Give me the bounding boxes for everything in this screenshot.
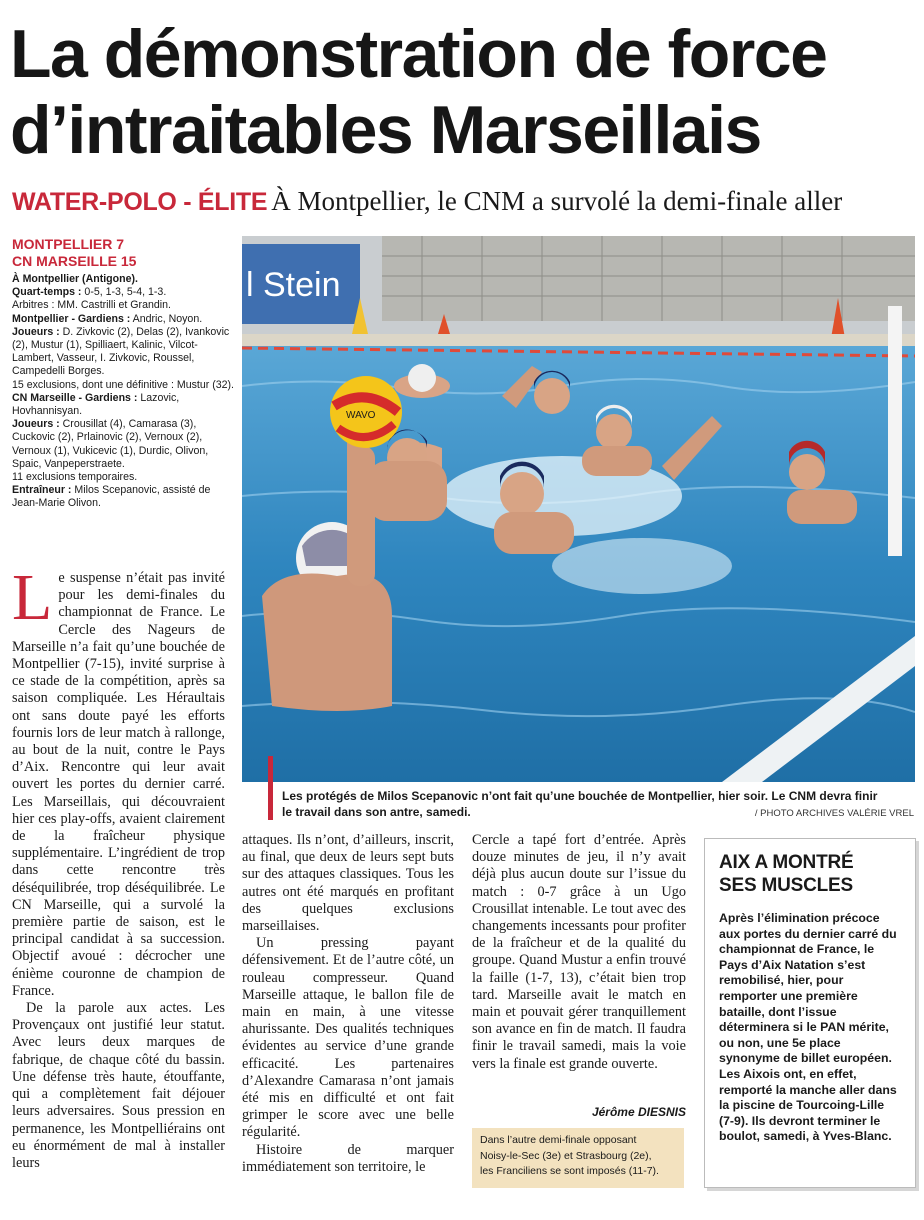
caption-accent-bar bbox=[268, 756, 273, 820]
mtp-exclusions: 15 exclusions, dont une définitive : Mustur (32). bbox=[12, 378, 234, 391]
coach: Milos Scepanovic, assisté de Jean-Marie Olivon. bbox=[12, 484, 211, 510]
mtp-keepers-label: Montpellier - Gardiens : bbox=[12, 312, 131, 325]
photo-caption: Les protégés de Milos Scepanovic n’ont fait qu’une bouchée de Montpellier, hier soir. Le CNM devra finir le travail dans son antre, samedi. bbox=[282, 789, 878, 819]
headline bbox=[10, 16, 910, 168]
match-facts bbox=[12, 273, 237, 511]
score-team-1: MONTPELLIER 7 bbox=[12, 236, 125, 252]
score-team-2: CN MARSEILLE 15 bbox=[12, 253, 137, 269]
mtp-keepers: Andric, Noyon. bbox=[132, 312, 203, 325]
pool-banner-text: l Stein bbox=[246, 266, 341, 304]
headline-line-2: d’intraitables Marseillais bbox=[10, 92, 761, 168]
article-column-3 bbox=[472, 832, 686, 1132]
deck: À Montpellier, le CNM a survolé la demi-finale aller bbox=[271, 186, 843, 216]
dropcap: L bbox=[12, 570, 53, 634]
paragraph-2: De la parole aux actes. Les Provençaux ont justifié leur statut. Avec leurs deux marques de fabrique, de chaque côté du bassin. Une défense très haute, étouffante, qui a complètement fait déjouer leurs adversaires. Sous pression en permanence, les Montpelliérains ont eu énormément de mal à installer leurs bbox=[12, 1000, 225, 1171]
byline: Jérôme DIESNIS bbox=[591, 1105, 686, 1119]
mtp-players: D. Zivkovic (2), Delas (2), Ivankovic (2), Mustur (1), Spilliaert, Kalinic, Vilcot-Lambert, Vasseur, I. Zivkovic, Roussel, Campedelli Borges. bbox=[12, 325, 230, 378]
side-title-line-1: AIX A MONTRÉ bbox=[719, 852, 854, 873]
coach-label: Entraîneur : bbox=[12, 484, 72, 497]
headline-line-1: La démonstration de force bbox=[10, 16, 827, 92]
cnm-players-label: Joueurs : bbox=[12, 418, 60, 431]
note-line-1: Dans l’autre demi-finale opposant bbox=[480, 1134, 637, 1146]
side-title-line-2: SES MUSCLES bbox=[719, 875, 853, 896]
photo-credit: / PHOTO ARCHIVES VALÉRIE VREL bbox=[754, 808, 914, 819]
match-result-box bbox=[12, 236, 237, 511]
paragraph-3: attaques. Ils n’ont, d’ailleurs, inscrit, au final, que deux de leurs sept buts sur des attaques classiques. Tous les autres ont été marqués en profitant des quelques exclusions marseillaises. bbox=[242, 832, 454, 935]
cnm-keepers-label: CN Marseille - Gardiens : bbox=[12, 391, 138, 404]
note-line-2: Noisy-le-Sec (3e) et Strasbourg (2e), bbox=[480, 1149, 652, 1162]
ball-text: WAVO bbox=[346, 410, 376, 421]
side-story-box bbox=[704, 838, 916, 1188]
subhead bbox=[12, 186, 842, 217]
side-title bbox=[719, 851, 901, 897]
paragraph-4: Un pressing payant défensivement. Et de l’autre côté, un rouleau compresseur. Quand Marseille attaque, le ballon file de main en main, à une vitesse ahurissante. Des qualités techniques évidentes au service d’une grande efficacité. Les partenaires d’Alexandre Camarasa n’ont jamais été mis en difficulté et ont fait grimper le score avec une belle régularité. bbox=[242, 935, 454, 1141]
cnm-exclusions: 11 exclusions temporaires. bbox=[12, 471, 138, 484]
venue: À Montpellier (Antigone). bbox=[12, 273, 138, 285]
paragraph-6: Cercle a tapé fort d’entrée. Après douze minutes de jeu, il n’y avait déjà plus aucun doute sur l’issue du match : 0-7 grâce à un Ugo Crousillat intenable. Le tout avec des changements incessants pour profiter de la fraîcheur et de la qualité du groupe. Quand Mustur a enfin trouvé la faille (1-7, 13), c’était bien trop tard. Marseille avait le match en main et pouvait gérer tranquillement son avance en fin de match. Il faudra finir le travail samedi, mais la voie vers la finale est grande ouverte. bbox=[472, 832, 686, 1072]
other-semifinal-note bbox=[472, 1128, 684, 1188]
quarters: 0-5, 1-3, 5-4, 1-3. bbox=[84, 286, 167, 299]
cnm-keepers: Lazovic, Hovhannisyan. bbox=[12, 391, 180, 418]
mtp-players-label: Joueurs : bbox=[12, 325, 60, 338]
paragraph-5: Histoire de marquer immédiatement son territoire, le bbox=[242, 1141, 454, 1175]
match-photo bbox=[242, 236, 915, 782]
quarters-label: Quart-temps : bbox=[12, 286, 82, 299]
note-line-3: les Franciliens se sont imposés (11-7). bbox=[480, 1165, 659, 1177]
referees: Arbitres : MM. Castrilli et Grandin. bbox=[12, 299, 171, 312]
section-kicker: WATER-POLO - ÉLITE bbox=[12, 188, 268, 216]
paragraph-1: e suspense n’était pas invité pour les demi-finales du championnat de France. Le Cercle des Nageurs de Marseille n’a fait qu’une bouchée de Montpellier (7-15), invité surprise à ce stade de la compétition, après sa saison compliquée. Les Héraultais ont sans doute payé les efforts fournis lors de leur match à rallonge, au bout de la nuit, contre le Pays d’Aix. Rencontre qui leur avait ouvert les portes du dernier carré. Les Marseillais, qui découvraient hier ces play-offs, avaient clairement de la fraîcheur physique supplémentaire. L’ingrédient de trop dans cette rencontre très déséquilibrée, trop déséquilibrée. Le CN Marseille, qui a survolé la première partie de saison, est le principal candidat à sa succession. Objectif avoué : décrocher une énième couronne de champion de France. bbox=[12, 570, 225, 999]
side-text: Après l’élimination précoce aux portes du dernier carré du championnat de France, le Pays d’Aix Natation s’est remobilisé, hier, pour remporter une première bataille, dont l’issue déterminera si le PAN mérite, ou non, une 5e place synonyme de billet européen. Les Aixois ont, en effet, remporté la manche aller dans la piscine de Tourcoing-Lille (7-9). Ils devront terminer le boulot, samedi, à Yves-Blanc. bbox=[719, 911, 897, 1144]
cnm-players: Crousillat (4), Camarasa (3), Cuckovic (2), Prlainovic (2), Vernoux (2), Vernoux (1), Vukicevic (1), Durdic, Olivon, Spaic, Vanpeperstraete. bbox=[12, 418, 209, 470]
article-column-1 bbox=[12, 570, 225, 1190]
water-polo-photo-illustration bbox=[242, 236, 915, 782]
article-column-2 bbox=[242, 832, 454, 1192]
